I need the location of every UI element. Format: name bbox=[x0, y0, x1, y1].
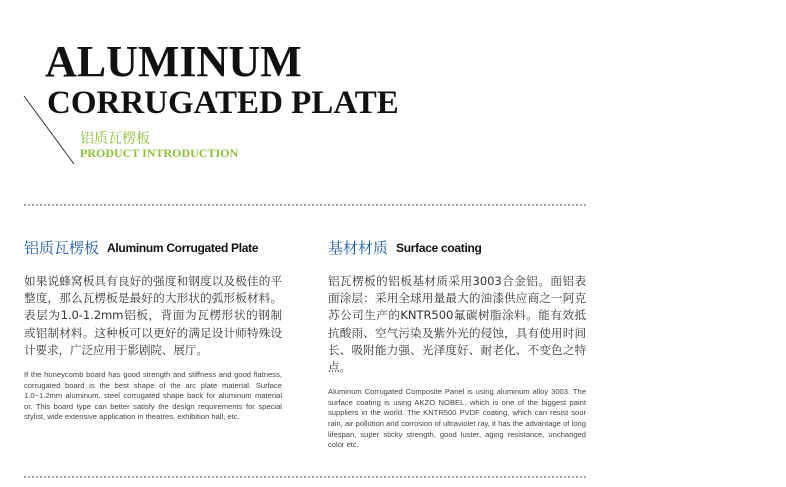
bottom-dotted-divider bbox=[24, 476, 586, 478]
section-heading-en: Surface coating bbox=[396, 240, 482, 255]
section-heading bbox=[24, 237, 282, 259]
section-heading-cn: 铝质瓦楞板 bbox=[24, 239, 100, 257]
subtitle-chinese: 铝质瓦楞板 bbox=[80, 131, 150, 147]
section-body-cn: 铝瓦楞板的铝板基材质采用3003合金铝。面铝表面涂层：采用全球用量最大的油漆供应商之一阿克苏公司生产的KNTR500氟碳树脂涂料。能有效抵抗酸雨、空气污染及紫外光的侵蚀，具有使用时间长、吸附能力强、光泽度好、耐老化、不变色之特点。 bbox=[328, 274, 586, 375]
page-title-line1: ALUMINUM bbox=[45, 37, 302, 86]
section-surface-coating bbox=[328, 237, 586, 451]
section-body-en: If the honeycomb board has good strength and stiffness and good flatness, corrugated board is the best shape of the arc plate material. Surface 1.0~1.2mm aluminum, steel corrugated shape back for aluminum material or. This board type can better satisfy the design requirements for special stylist, wide extensive application in theatres, exhibition hall, etc. bbox=[24, 370, 282, 422]
section-body-en: Aluminum Corrugated Composite Panel is using aluminum alloy 3003. The surface coating is using AKZO NOBEL. which is one of the biggest paint suppliers in the world. The KNTR500 PVDF coating, which can resist sour rain, air pollution and corrosion of ultraviolet ray, it has the advantage of long lifespan, super sticky strength, good luster, aging resistance, unchanged color etc. bbox=[328, 387, 586, 450]
page-title-line2: CORRUGATED PLATE bbox=[47, 85, 399, 121]
subtitle-english: PRODUCT INTRODUCTION bbox=[80, 146, 239, 160]
top-dotted-divider bbox=[24, 204, 586, 206]
section-heading-cn: 基材材质 bbox=[328, 239, 389, 257]
section-heading bbox=[328, 237, 586, 259]
section-aluminum-corrugated-plate bbox=[24, 237, 282, 423]
section-body-cn: 如果说蜂窝板具有良好的强度和钢度以及极佳的平整度，那么瓦楞板是最好的大形状的弧形板材料。表层为1.0-1.2mm铝板，背面为瓦楞形状的钢制或铝制材料。这种板可以更好的满足设计师特殊设计要求，广泛应用于影剧院、展厅。 bbox=[24, 274, 282, 357]
section-heading-en: Aluminum Corrugated Plate bbox=[107, 240, 259, 255]
